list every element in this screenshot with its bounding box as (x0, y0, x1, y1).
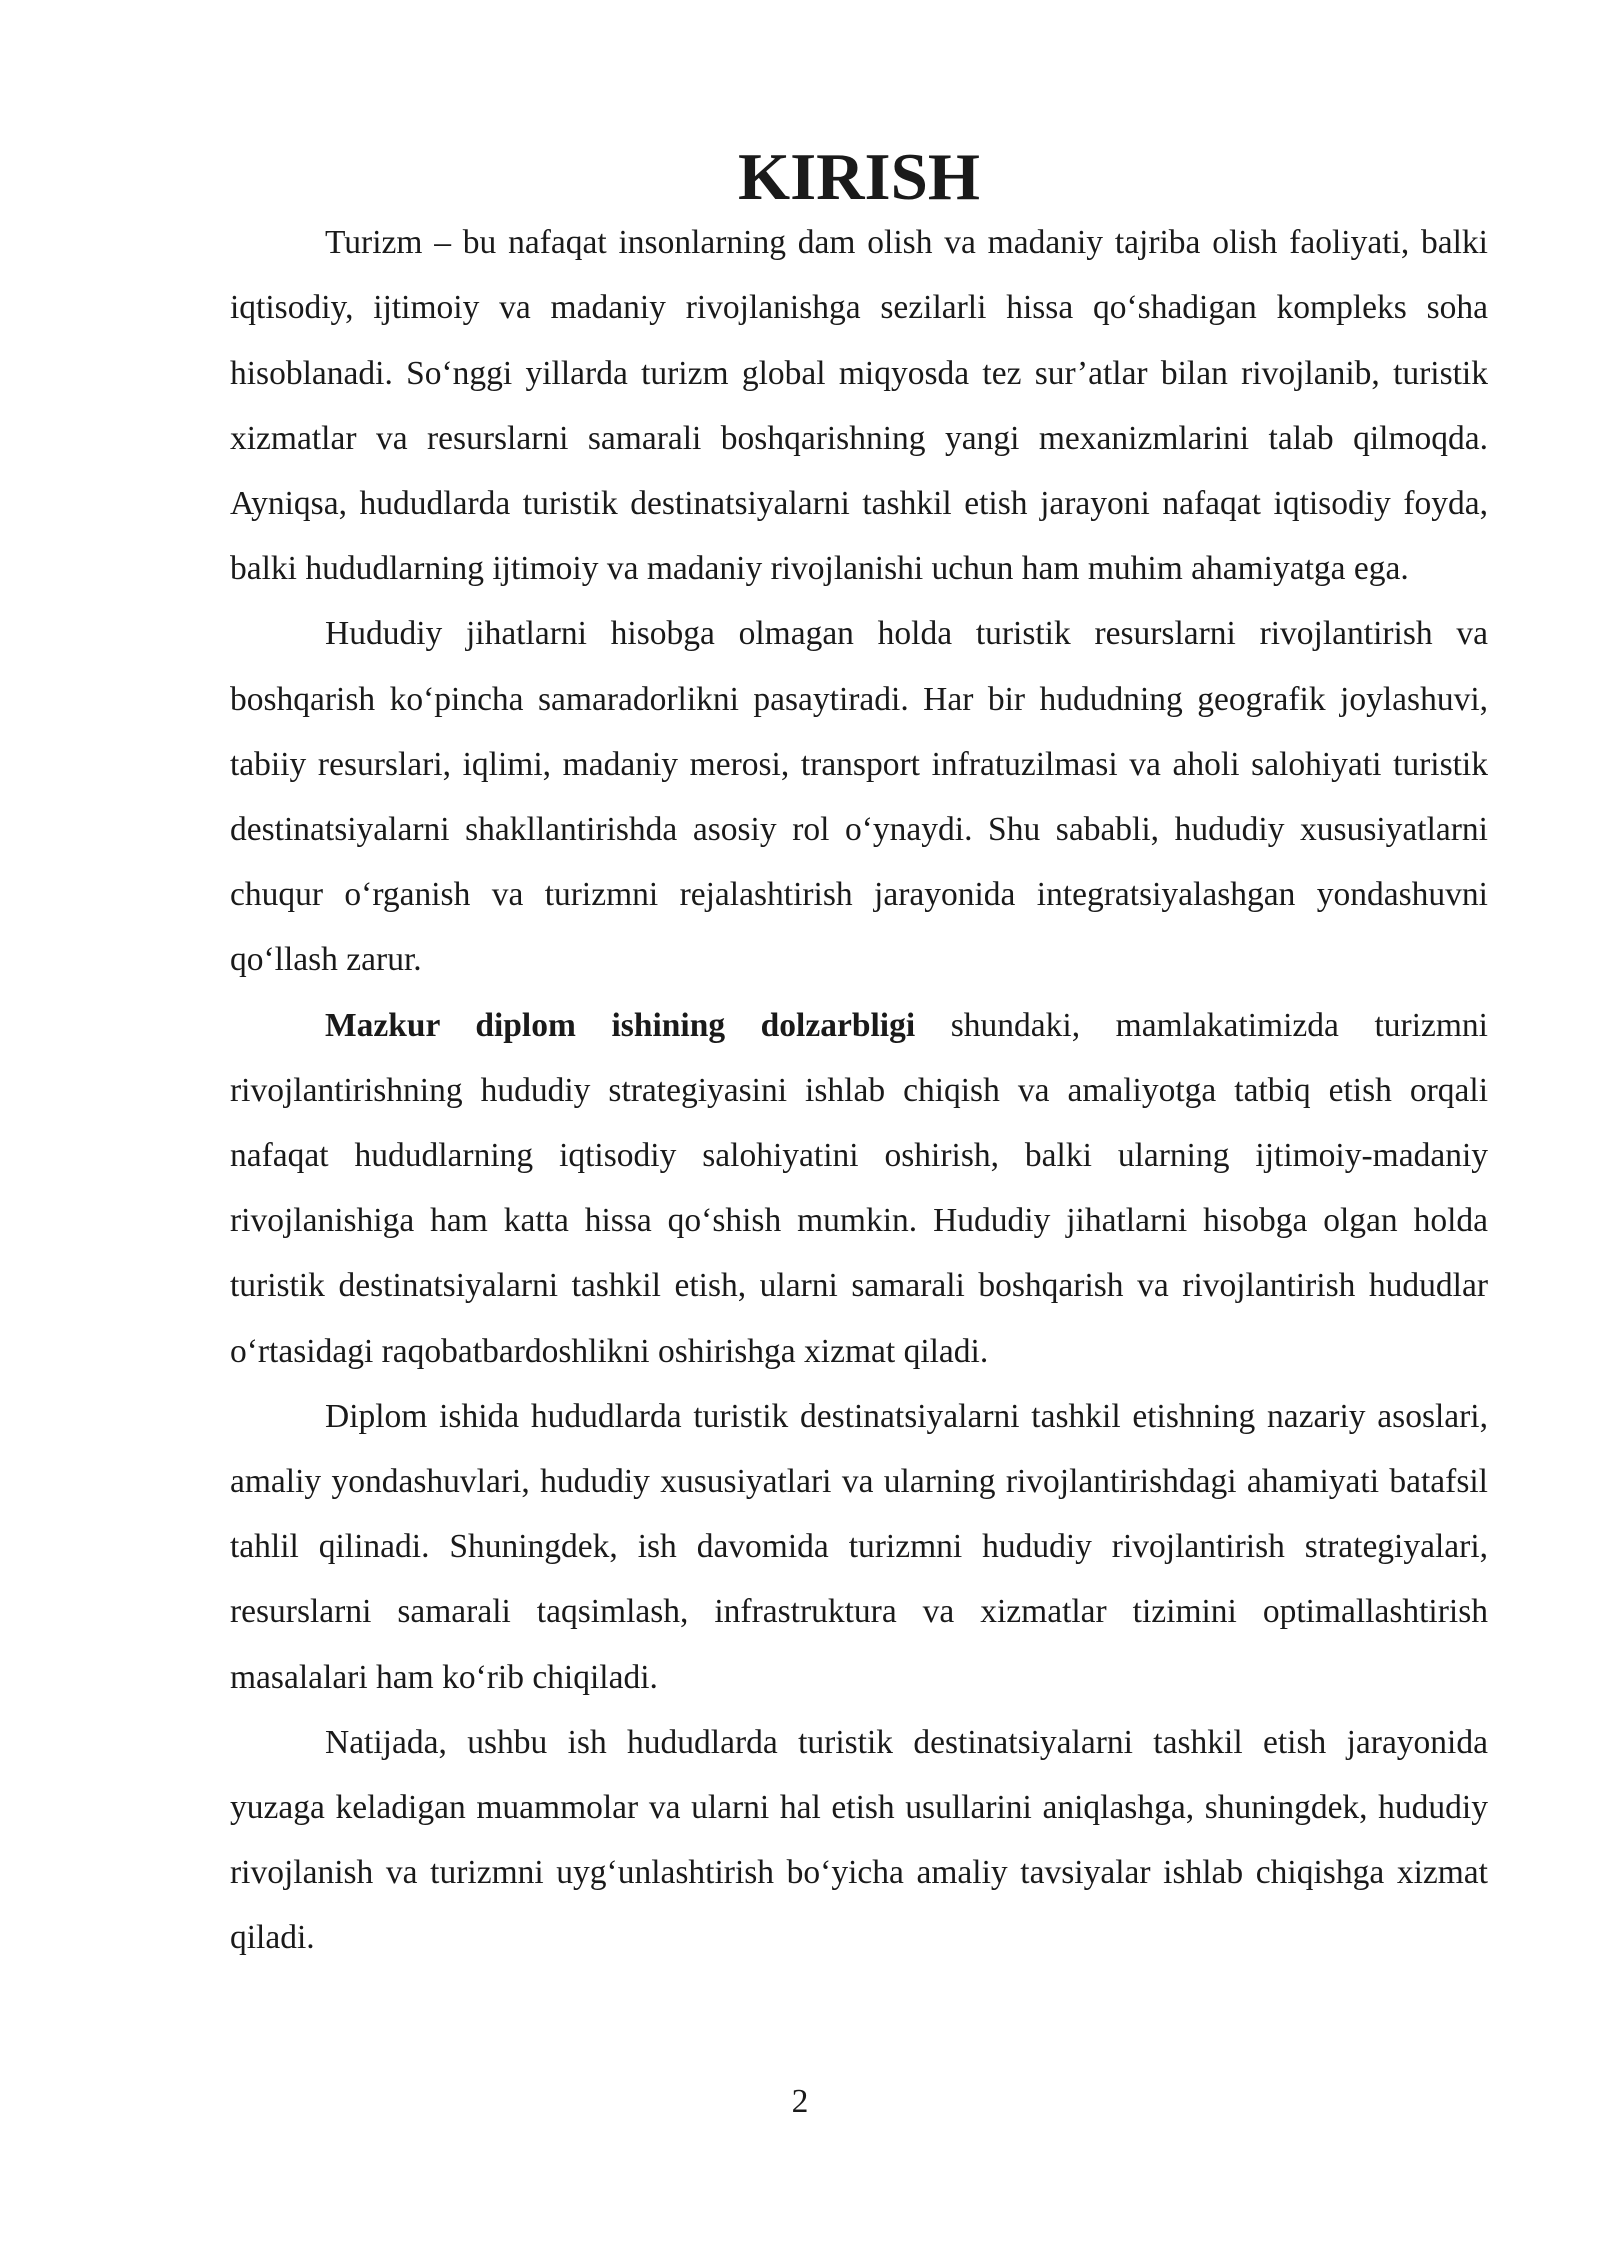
paragraph-intro (230, 210, 1488, 601)
paragraph-text: Hududiy jihatlarni hisobga olmagan holda turistik resurslarni rivojlantirish va boshqarish ko‘pincha samaradorlikni pasaytiradi. Har bir hududning geografik joylashuvi, tabiiy resurslari, iqlimi, madaniy merosi, transport infratuzilmasi va aholi salohiyati turistik destinatsiyalarni shakllantirishda asosiy rol o‘ynaydi. Shu sababli, hududiy xususiyatlarni chuqur o‘rganish va turizmni rejalashtirish jarayonida integratsiyalashgan yondashuvni qo‘llash zarur. (230, 615, 1488, 979)
section-title: KIRISH (737, 140, 981, 214)
paragraph-text: Turizm – bu nafaqat insonlarning dam olish va madaniy tajriba olish faoliyati, balki iqtisodiy, ijtimoiy va madaniy rivojlanishga sezilarli hissa qo‘shadigan kompleks soha hisoblanadi. So‘nggi yillarda turizm global miqyosda tez sur’atlar bilan rivojlanib, turistik xizmatlar va resurslarni samarali boshqarishning yangi mexanizmlarini talab qilmoqda. Ayniqsa, hududlarda turistik destinatsiyalarni tashkil etish jarayoni nafaqat iqtisodiy foyda, balki hududlarning ijtimoiy va madaniy rivojlanishi uchun ham muhim ahamiyatga ega. (230, 224, 1488, 588)
paragraph-text: Natijada, ushbu ish hududlarda turistik destinatsiyalarni tashkil etish jarayonida yuzaga keladigan muammolar va ularni hal etish usullarini aniqlashga, shuningdek, hududiy rivojlanish va turizmni uyg‘unlashtirish bo‘yicha amaliy tavsiyalar ishlab chiqishga xizmat qiladi. (230, 1723, 1488, 1957)
relevance-heading: Mazkur diplom ishining dolzarbligi (325, 1006, 916, 1044)
paragraph-regional-aspects (230, 601, 1488, 992)
paragraph-text: Diplom ishida hududlarda turistik destinatsiyalarni tashkil etishning nazariy asoslari, amaliy yondashuvlari, hududiy xususiyatlari va ularning rivojlantirishdagi ahamiyati batafsil tahlil qilinadi. Shuningdek, ish davomida turizmni hududiy rivojlantirish strategiyalari, resurslarni samarali taqsimlash, infrastruktura va xizmatlar tizimini optimallashtirish masalalari ham ko‘rib chiqiladi. (230, 1397, 1488, 1696)
page-content (230, 140, 1488, 1971)
paragraph-scope (230, 1384, 1488, 1710)
paragraph-conclusion (230, 1710, 1488, 1971)
paragraph-relevance (230, 993, 1488, 1384)
paragraph-text: shundaki, mamlakatimizda turizmni rivojlantirishning hududiy strategiyasini ishlab chiqish va amaliyotga tatbiq etish orqali nafaqat hududlarning iqtisodiy salohiyatini oshirish, balki ularning ijtimoiy-madaniy rivojlanishiga ham katta hissa qo‘shish mumkin. Hududiy jihatlarni hisobga olgan holda turistik destinatsiyalarni tashkil etish, ularni samarali boshqarish va rivojlantirish hududlar o‘rtasidagi raqobatbardoshlikni oshirishga xizmat qiladi. (230, 1006, 1488, 1370)
page-number: 2 (791, 2083, 809, 2120)
